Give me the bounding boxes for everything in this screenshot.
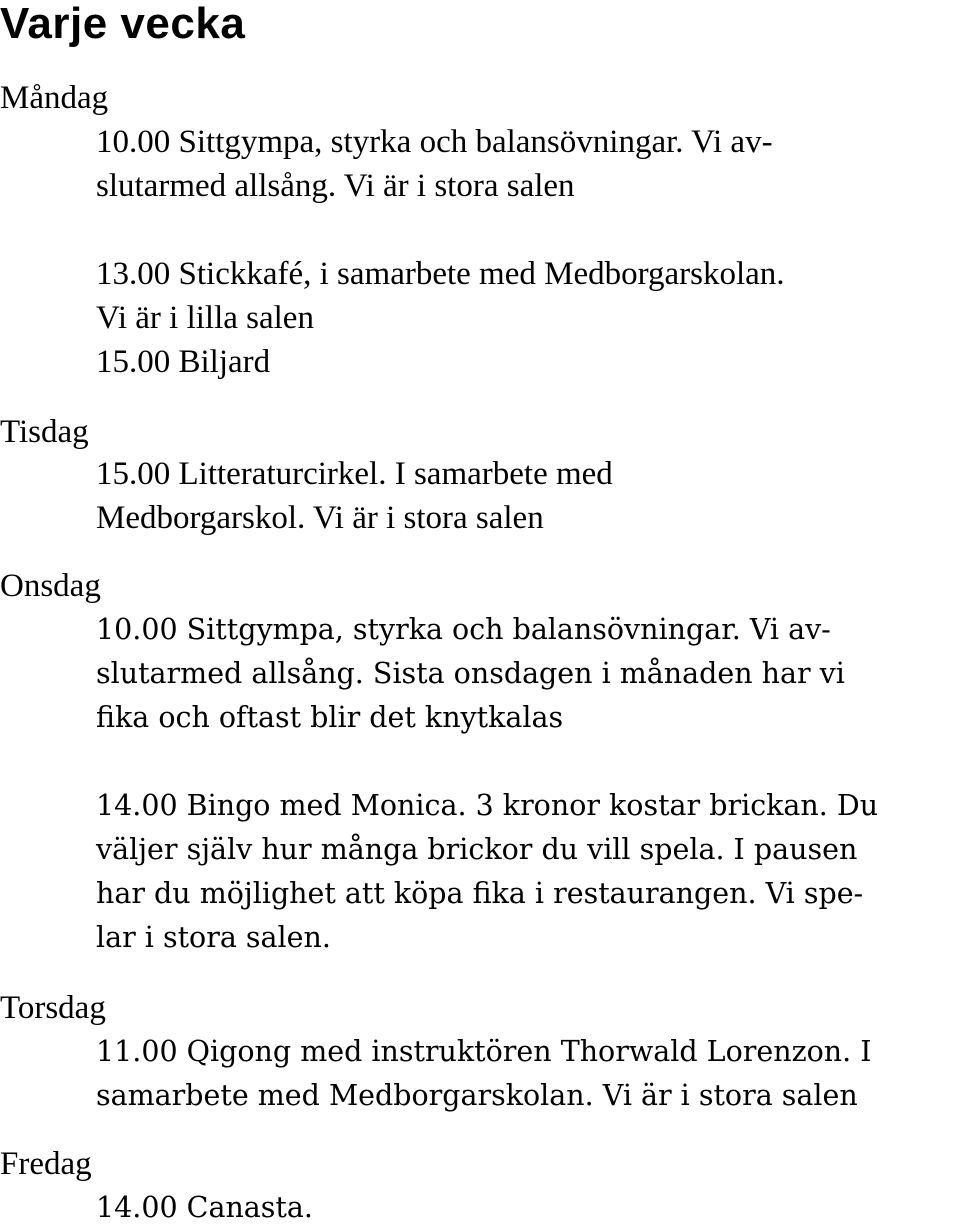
activity-line: 10.00 Sittgympa, styrka och balansövningar. Vi av- bbox=[96, 613, 831, 646]
activity-line: Vi är i lilla salen bbox=[96, 300, 314, 336]
activity-line: Medborgarskol. Vi är i stora salen bbox=[96, 500, 544, 536]
activity-line: 13.00 Stickkafé, i samarbete med Medborgarskolan. bbox=[96, 256, 785, 292]
page-title: Varje vecka bbox=[0, 0, 246, 48]
day-label-thursday: Torsdag bbox=[0, 990, 106, 1026]
activity-line: fika och oftast blir det knytkalas bbox=[96, 701, 564, 734]
day-label-friday: Fredag bbox=[0, 1146, 92, 1182]
activity-line: har du möjlighet att köpa fika i restaurangen. Vi spe- bbox=[96, 877, 864, 910]
day-label-tuesday: Tisdag bbox=[0, 414, 89, 450]
activity-line: slutarmed allsång. Vi är i stora salen bbox=[96, 168, 575, 204]
activity-line: lar i stora salen. bbox=[96, 921, 331, 954]
activity-line: 14.00 Canasta. bbox=[96, 1191, 313, 1224]
activity-line: 14.00 Bingo med Monica. 3 kronor kostar brickan. Du bbox=[96, 789, 879, 822]
activity-line: väljer själv hur många brickor du vill spela. I pausen bbox=[96, 833, 858, 866]
activity-line: 10.00 Sittgympa, styrka och balansövningar. Vi av- bbox=[96, 124, 773, 160]
day-label-monday: Måndag bbox=[0, 80, 109, 116]
activity-line: 15.00 Biljard bbox=[96, 344, 271, 380]
activity-line: 15.00 Litteraturcirkel. I samarbete med bbox=[96, 456, 613, 492]
activity-line: slutarmed allsång. Sista onsdagen i månaden har vi bbox=[96, 657, 845, 690]
day-label-wednesday: Onsdag bbox=[0, 568, 101, 604]
activity-line: samarbete med Medborgarskolan. Vi är i stora salen bbox=[96, 1079, 858, 1112]
activity-line: 11.00 Qigong med instruktören Thorwald Lorenzon. I bbox=[96, 1035, 872, 1068]
